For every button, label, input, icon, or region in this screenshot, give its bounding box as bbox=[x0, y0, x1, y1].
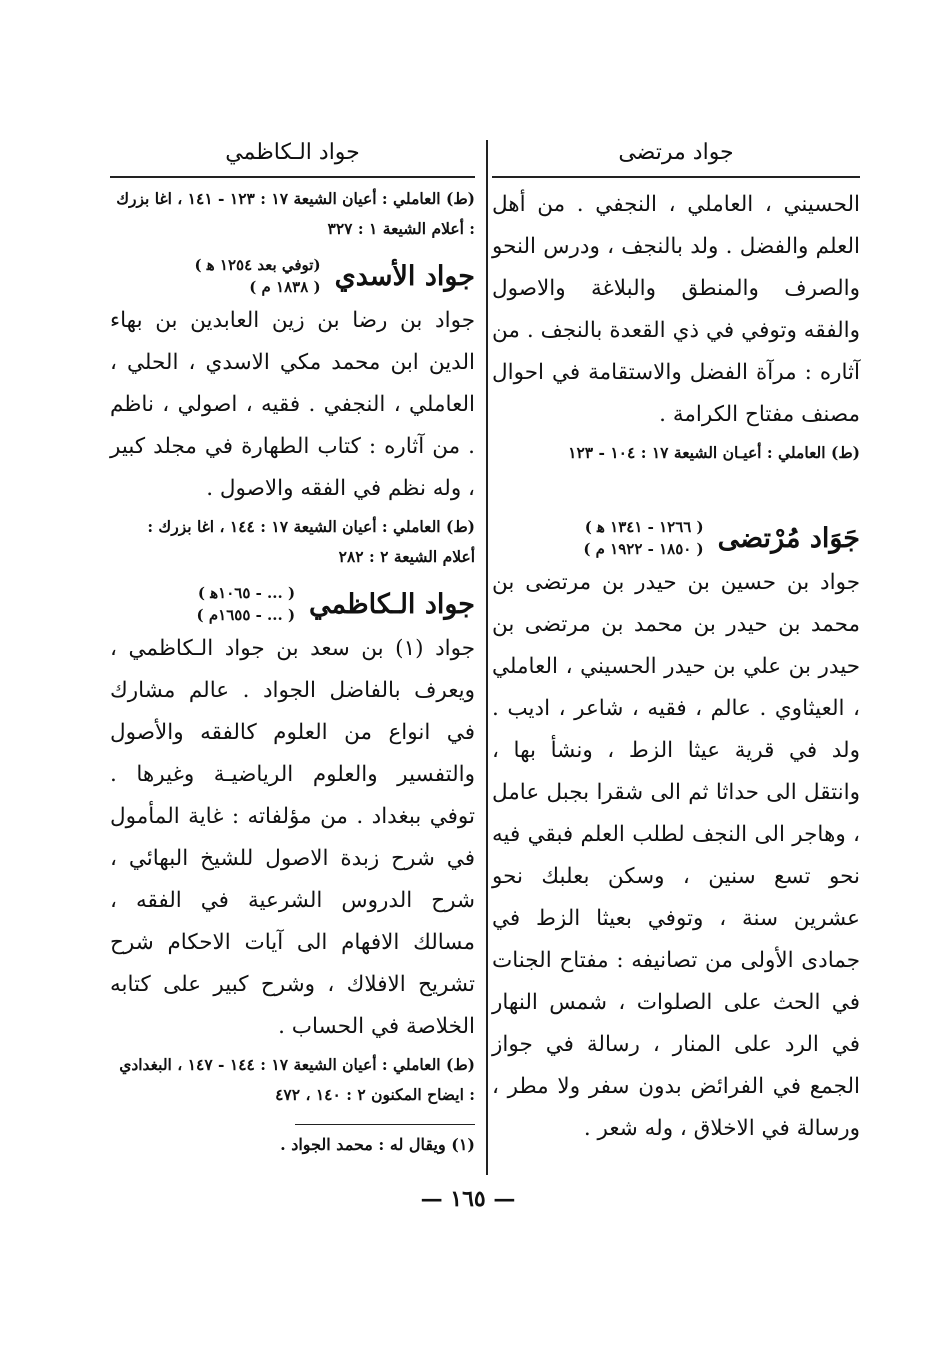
running-head-right: جواد مرتضى bbox=[618, 140, 734, 165]
footnote-rule bbox=[295, 1124, 475, 1125]
entry-name: جواد الأسدي bbox=[334, 260, 475, 292]
left-column bbox=[110, 130, 475, 1159]
entry-name: جواد الـكاظمي bbox=[309, 588, 475, 620]
entry-heading-murtada bbox=[492, 516, 860, 560]
entry-text: جواد (١) بن سعد بن جواد الـكاظمي ، ويعرف بالفاضل الجواد . عالم مشارك في انواع من العلوم كالفقه والأصول والتفسير والعلوم الرياضيـة وغيرها . توفي ببغداد . من مؤلفاته : غاية المأمول في شرح زبدة الاصول للشيخ البهائي ، شرح الدروس الشرعية في الفقه ، مسالك الافهام الى آيات الاحكام شرح تشريح الافلاك ، وشرح كبير على كتابه الخلاصة في الحساب . bbox=[110, 636, 476, 1039]
dates-gregorian: ( ١٨٥٠ - ١٩٢٢ م ) bbox=[583, 540, 704, 558]
footnote: (١) ويقال له : محمد الجواد . bbox=[280, 1135, 475, 1154]
entry-name: جَوَاد مُرْتضى bbox=[717, 522, 860, 554]
entry-dates bbox=[197, 582, 296, 626]
continued-reference: (ط) العاملي : أعيـان الشيعة ١٧ : ١٠٤ - ١٢٣ bbox=[568, 443, 860, 462]
continued-reference: (ط) العاملي : أعيان الشيعة ١٧ : ١٢٣ - ١٤١ ، اغا بزرك : أعلام الشيعة ١ : ٣٢٧ bbox=[116, 189, 475, 238]
entry-dates bbox=[583, 516, 703, 560]
right-column bbox=[492, 130, 860, 1150]
entry-reference: (ط) العاملي : أعيان الشيعة ١٧ : ١٤٤ - ١٤٧ ، البغدادي : ايضاح المكنون ٢ : ١٤٠ ، ٤٧٢ bbox=[119, 1055, 475, 1104]
dates-gregorian: ( ١٨٣٨ م ) bbox=[249, 278, 321, 296]
page-number: — ١٦٥ — bbox=[420, 1186, 516, 1212]
entry-text: جواد بن رضا بن زين العابدين بن بهاء الدين ابن محمد مكي الاسدي ، الحلي ، العاملي ، النجفي . فقيه ، اصولي ، ناظم . من آثاره : كتاب الطهارة في مجلد كبير ، وله نظم في الفقه والاصول . bbox=[110, 308, 475, 501]
entry-dates bbox=[194, 254, 320, 298]
running-head-left: جواد الـكاظمي bbox=[225, 140, 360, 165]
entry-heading-kazimi bbox=[110, 582, 475, 626]
entry-reference: (ط) العاملي : أعيان الشيعة ١٧ : ١٤٤ ، اغا بزرك : أعلام الشيعة ٢ : ٢٨٢ bbox=[147, 517, 475, 566]
entry-text: جواد بن حسين بن حيدر بن مرتضى بن محمد بن حيدر بن محمد بن مرتضى بن حيدر بن علي بن حيدر الحسيني ، العاملي ، العيثاوي . عالم ، فقيه ، شاعر ، اديب . ولد في قرية عيثا الزط ، ونشأ بها ، وانتقل الى حداثا ثم الى شقرا بجبل عامل ، وهاجر الى النجف لطلب العلم فبقي فيه نحو تسع سنين ، وسكن بعلبك نحو عشرين سنة ، وتوفي بعيثا الزط في جمادى الأولى من تصانيفه : مفتاح الجنات في الحث على الصلوات ، شمس النهار في الرد على المنار ، رسالة في جواز الجمع في الفرائض بدون سفر ولا مطر ، ورسالة في الاخلاق ، وله شعر . bbox=[492, 570, 860, 1141]
continued-text: الحسيني ، العاملي ، النجفي . من أهل العلم والفضل . ولد بالنجف ، ودرس النحو والصرف والمنطق والبلاغة والاصول والفقه وتوفي في ذي القعدة بالنجف . من آثاره : مرآة الفضل والاستقامة في احوال مصنف مفتاح الكرامة . bbox=[492, 192, 860, 427]
dates-hijri: ( ١٢٦٦ - ١٣٤١ ﻫ ) bbox=[584, 518, 704, 536]
dates-hijri: (توفي بعد ١٢٥٤ ﻫ ) bbox=[194, 256, 321, 274]
dates-gregorian: ( ... - ١٦٥٥م ) bbox=[196, 606, 296, 624]
entry-heading-asadi bbox=[110, 254, 475, 298]
dates-hijri: ( ... - ١٠٦٥ﻫ ) bbox=[197, 584, 296, 602]
column-divider bbox=[486, 140, 488, 1175]
